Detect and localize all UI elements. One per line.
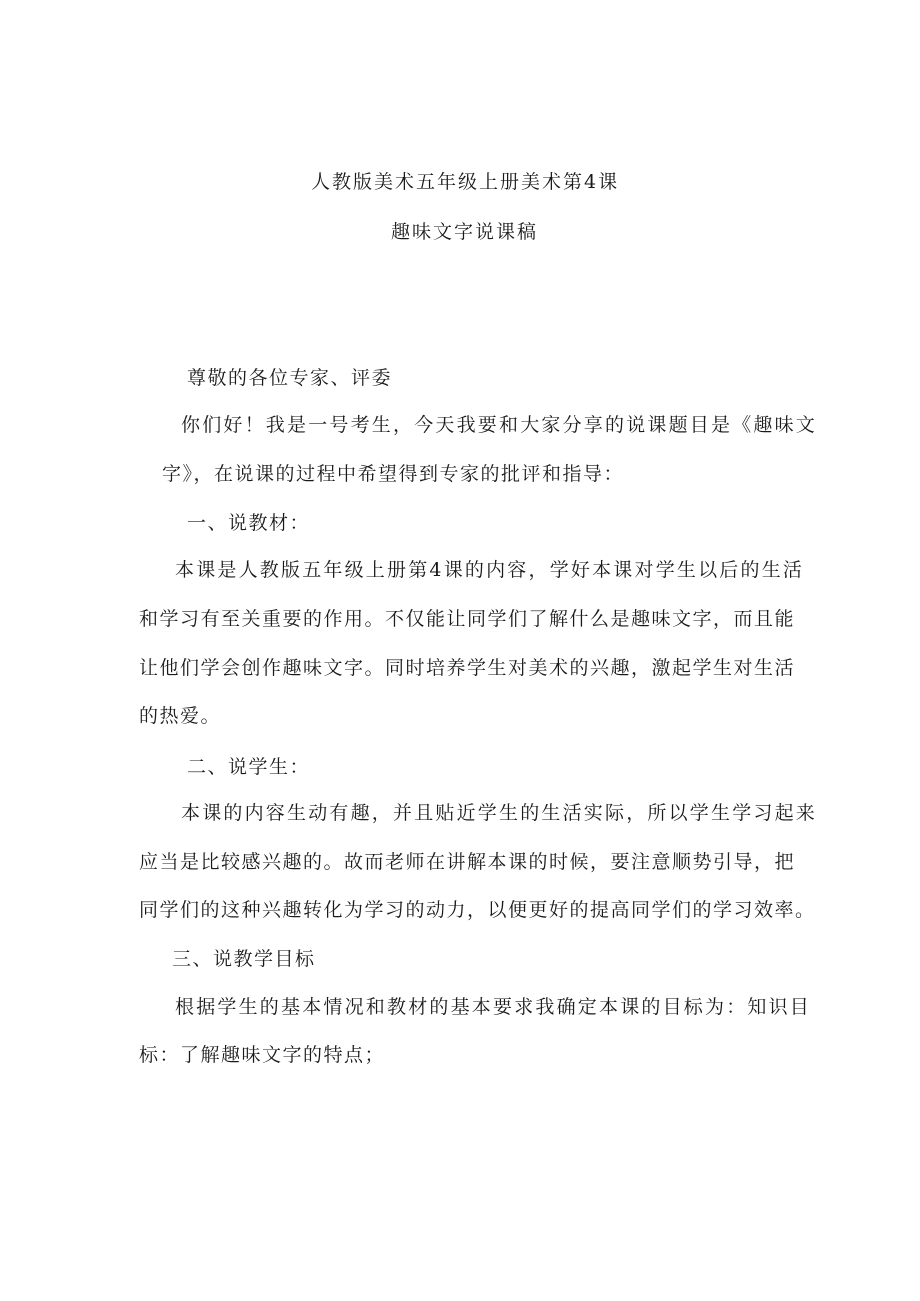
salutation: 尊敬的各位专家、评委 bbox=[187, 367, 393, 389]
section-paragraph-line: 的热爱。 bbox=[139, 705, 222, 727]
section-heading-textbook: 一、说教材： bbox=[187, 512, 311, 534]
section-heading-students: 二、说学生： bbox=[187, 756, 311, 778]
section-paragraph-line: 同学们的这种兴趣转化为学习的动力，以便更好的提高同学们的学习效率。 bbox=[139, 899, 816, 921]
section-paragraph-line: 和学习有至关重要的作用。不仅能让同学们了解什么是趣味文字，而且能 bbox=[139, 608, 796, 630]
section-paragraph-line: 标：了解趣味文字的特点； bbox=[139, 1044, 386, 1066]
section-paragraph-line: 应当是比较感兴趣的。故而老师在讲解本课的时候，要注意顺势引导，把 bbox=[139, 851, 796, 873]
intro-paragraph-line: 你们好！我是一号考生，今天我要和大家分享的说课题目是《趣味文 bbox=[181, 414, 818, 436]
section-paragraph-line: 本课是人教版五年级上册第4课的内容，学好本课对学生以后的生活 bbox=[175, 559, 805, 581]
section-paragraph-line: 本课的内容生动有趣，并且贴近学生的生活实际，所以学生学习起来 bbox=[181, 802, 818, 824]
document-title: 人教版美术五年级上册美术第4课 bbox=[311, 171, 620, 193]
document-subtitle: 趣味文字说课稿 bbox=[391, 221, 539, 243]
intro-paragraph-line: 字》，在说课的过程中希望得到专家的批评和指导： bbox=[162, 463, 625, 485]
section-paragraph-line: 让他们学会创作趣味文字。同时培养学生对美术的兴趣，激起学生对生活 bbox=[139, 657, 796, 679]
section-paragraph-line: 根据学生的基本情况和教材的基本要求我确定本课的目标为：知识目 bbox=[175, 996, 812, 1018]
section-heading-objectives: 三、说教学目标 bbox=[172, 948, 316, 970]
